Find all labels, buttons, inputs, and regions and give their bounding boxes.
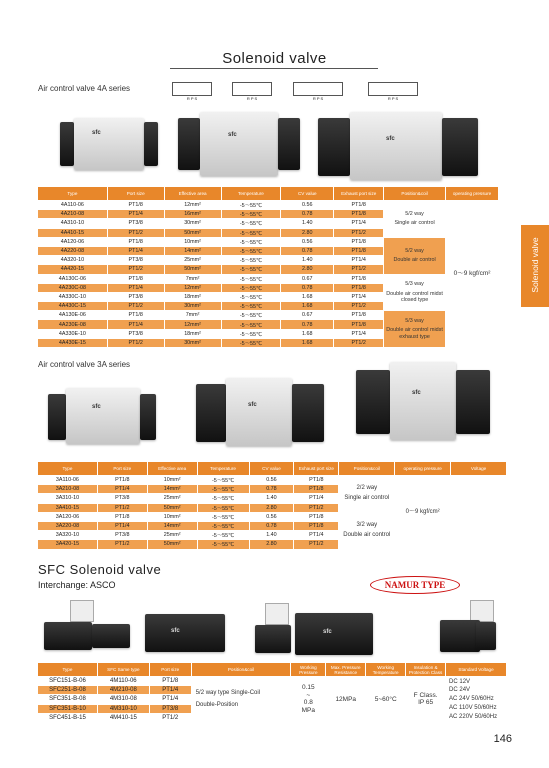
table-cell: PT1/2 bbox=[334, 302, 384, 311]
table-cell: 4A130C-06 bbox=[38, 274, 108, 283]
table-cell: 3A220-08 bbox=[38, 521, 98, 530]
table-cell: -5～55℃ bbox=[197, 521, 249, 530]
position-way: 5/2 way bbox=[405, 247, 424, 254]
table-cell bbox=[384, 237, 446, 274]
table-cell: 2.80 bbox=[249, 503, 294, 512]
table-cell: Exhaust port size bbox=[334, 187, 384, 201]
table-cell: -5～55℃ bbox=[197, 503, 249, 512]
table-cell: PT1/8 bbox=[294, 521, 339, 530]
table-cell: 1.40 bbox=[281, 256, 334, 265]
table-cell: 4A130E-06 bbox=[38, 311, 108, 320]
table-cell: Temperature bbox=[197, 462, 249, 476]
table-cell: 12mm² bbox=[164, 320, 221, 329]
table-cell: -5～55℃ bbox=[221, 292, 281, 301]
table-cell: PT1/8 bbox=[107, 311, 164, 320]
table-cell: PT1/8 bbox=[97, 512, 147, 521]
table-cell: Port size bbox=[107, 187, 164, 201]
table-cell: -5～55℃ bbox=[197, 540, 249, 549]
table-cell: 10mm² bbox=[164, 237, 221, 246]
table-cell: Position&coil bbox=[191, 663, 291, 677]
table-cell: -5～55℃ bbox=[221, 329, 281, 338]
table-cell: 4A330E-10 bbox=[38, 329, 108, 338]
table-cell: 14mm² bbox=[164, 246, 221, 255]
namur-badge: NAMUR TYPE bbox=[370, 576, 460, 594]
table-cell: PT1/8 bbox=[149, 677, 191, 686]
table-cell: -5～55℃ bbox=[221, 256, 281, 265]
table-cell: -5～55℃ bbox=[197, 494, 249, 503]
table-cell: 4A420-15 bbox=[38, 265, 108, 274]
table-cell: PT1/8 bbox=[334, 237, 384, 246]
table-cell: Temperature bbox=[221, 187, 281, 201]
valve-symbol bbox=[232, 82, 272, 101]
table-cell: 18mm² bbox=[164, 292, 221, 301]
table-cell: PT3/8 bbox=[97, 494, 147, 503]
table-cell: Type bbox=[38, 462, 98, 476]
table-cell bbox=[384, 201, 446, 238]
position-coil: Double air control bbox=[393, 257, 436, 264]
table-cell: -5～55℃ bbox=[221, 311, 281, 320]
table-3a bbox=[37, 461, 507, 550]
table-row bbox=[38, 201, 499, 210]
table-cell: PT1/8 bbox=[334, 283, 384, 292]
table-cell: -5～55℃ bbox=[221, 228, 281, 237]
table-cell: 1.68 bbox=[281, 292, 334, 301]
side-tab-label: Solenoid valve bbox=[530, 237, 540, 293]
table-cell: 4A110-06 bbox=[38, 201, 108, 210]
working-temperature: 5~60°C bbox=[366, 677, 406, 723]
table-cell: Port size bbox=[97, 462, 147, 476]
table-cell: 0.78 bbox=[281, 320, 334, 329]
table-cell: 25mm² bbox=[147, 531, 197, 540]
table-cell: PT1/2 bbox=[107, 265, 164, 274]
table-cell: -5～55℃ bbox=[197, 485, 249, 494]
table-row bbox=[38, 677, 507, 686]
table-cell bbox=[384, 311, 446, 348]
table-cell: 4M310-10 bbox=[97, 704, 149, 713]
table-cell: -5～55℃ bbox=[221, 265, 281, 274]
table-cell: -5～55℃ bbox=[221, 219, 281, 228]
table-cell: 3A420-15 bbox=[38, 540, 98, 549]
table-cell: -5～55℃ bbox=[221, 302, 281, 311]
table-cell: -5～55℃ bbox=[221, 283, 281, 292]
table-cell: 0.15 ~ 0.8 MPa bbox=[291, 677, 326, 723]
table-cell: -5～55℃ bbox=[221, 320, 281, 329]
table-cell: 4A330C-10 bbox=[38, 292, 108, 301]
voltage-cell bbox=[451, 476, 507, 550]
table-cell: PT1/2 bbox=[294, 503, 339, 512]
table-cell: PT3/8 bbox=[107, 292, 164, 301]
table-cell: 3A110-06 bbox=[38, 476, 98, 485]
table-cell: 4A120-06 bbox=[38, 237, 108, 246]
section-4a-heading: Air control valve 4A series bbox=[38, 84, 131, 93]
symbol-label: R P S bbox=[312, 96, 324, 101]
table-cell: DC 12V DC 24V AC 24V 50/60Hz AC 110V 50/60Hz AC 220V 50/60Hz bbox=[446, 677, 507, 723]
position-way: 3/2 way bbox=[356, 521, 378, 528]
table-cell: 7mm² bbox=[164, 311, 221, 320]
table-cell: 0.56 bbox=[249, 512, 294, 521]
table-cell: PT1/2 bbox=[334, 228, 384, 237]
table-cell: -5～55℃ bbox=[197, 531, 249, 540]
section-sfc-heading: SFC Solenoid valve bbox=[38, 562, 162, 577]
table-cell: SFC351-B-08 bbox=[38, 695, 98, 704]
position-way: 2/2 way bbox=[356, 485, 378, 492]
table-cell: 12mm² bbox=[164, 283, 221, 292]
position-way: 5/2 way bbox=[405, 210, 424, 217]
position-coil: Single air control bbox=[344, 495, 390, 502]
table-cell: 0.78 bbox=[249, 485, 294, 494]
table-cell: 4A430E-15 bbox=[38, 338, 108, 347]
table-cell: PT3/8 bbox=[149, 704, 191, 713]
table-cell: 0.67 bbox=[281, 274, 334, 283]
valve-image-3a-3: sfc bbox=[356, 362, 492, 442]
table-cell: PT1/8 bbox=[107, 237, 164, 246]
table-cell: 14mm² bbox=[147, 485, 197, 494]
table-cell: Port size bbox=[149, 663, 191, 677]
table-cell bbox=[339, 512, 395, 549]
table-cell: 0.78 bbox=[281, 283, 334, 292]
position-coil: Double-Position bbox=[195, 701, 239, 708]
table-cell: PT1/4 bbox=[107, 210, 164, 219]
valve-image-3a-1: sfc bbox=[48, 388, 158, 448]
table-cell: Standard Voltage bbox=[446, 663, 507, 677]
table-cell: 4A220-08 bbox=[38, 246, 108, 255]
table-cell: SFC Same type bbox=[97, 663, 149, 677]
table-cell: Type bbox=[38, 187, 108, 201]
table-cell: PT1/8 bbox=[334, 201, 384, 210]
table-cell: PT1/4 bbox=[107, 246, 164, 255]
table-cell: 0.67 bbox=[281, 311, 334, 320]
table-cell: PT1/4 bbox=[107, 320, 164, 329]
table-cell: PT1/8 bbox=[107, 201, 164, 210]
table-header bbox=[38, 187, 499, 201]
table-cell: PT1/4 bbox=[97, 521, 147, 530]
operating-pressure: 0～9 kgf/cm² bbox=[453, 270, 491, 278]
table-cell: PT1/8 bbox=[334, 320, 384, 329]
table-4a bbox=[37, 186, 499, 348]
page-title: Solenoid valve bbox=[222, 50, 327, 67]
table-cell: operating pressure bbox=[395, 462, 451, 476]
table-cell: PT3/8 bbox=[97, 531, 147, 540]
side-tab bbox=[521, 225, 549, 307]
table-cell: Voltage bbox=[451, 462, 507, 476]
table-cell: PT3/8 bbox=[107, 329, 164, 338]
table-cell: SFC351-B-10 bbox=[38, 704, 98, 713]
table-cell: PT3/8 bbox=[107, 256, 164, 265]
table-cell: -5～55℃ bbox=[197, 476, 249, 485]
table-cell: PT1/8 bbox=[334, 246, 384, 255]
solenoid-image-4 bbox=[440, 600, 500, 658]
table-cell: 10mm² bbox=[147, 512, 197, 521]
table-cell: 3A210-08 bbox=[38, 485, 98, 494]
table-cell: 50mm² bbox=[164, 265, 221, 274]
table-cell: 25mm² bbox=[147, 494, 197, 503]
table-cell: Effective area bbox=[147, 462, 197, 476]
table-cell: PT1/8 bbox=[334, 311, 384, 320]
table-cell: operating pressure bbox=[446, 187, 499, 201]
position-way: 5/3 way bbox=[405, 317, 424, 324]
symbol-label: R P S bbox=[186, 96, 198, 101]
table-cell: 4M410-15 bbox=[97, 713, 149, 722]
table-sfc bbox=[37, 662, 507, 723]
table-header bbox=[38, 663, 507, 677]
table-cell: 30mm² bbox=[164, 338, 221, 347]
table-cell: 4A310-10 bbox=[38, 219, 108, 228]
table-cell: PT1/8 bbox=[294, 476, 339, 485]
table-cell: 18mm² bbox=[164, 329, 221, 338]
table-cell: -5～55℃ bbox=[221, 210, 281, 219]
table-cell: 12mm² bbox=[164, 201, 221, 210]
table-cell: 0.56 bbox=[281, 237, 334, 246]
table-cell: PT1/8 bbox=[294, 485, 339, 494]
table-cell: 0.56 bbox=[281, 201, 334, 210]
table-cell: 25mm² bbox=[164, 256, 221, 265]
position-coil: Double air control midst exhaust type bbox=[386, 327, 443, 340]
table-cell: SFC451-B-15 bbox=[38, 713, 98, 722]
table-cell: 1.40 bbox=[249, 531, 294, 540]
table-cell: 4A430C-15 bbox=[38, 302, 108, 311]
table-cell: 4A230C-08 bbox=[38, 283, 108, 292]
table-cell: Exhaust port size bbox=[294, 462, 339, 476]
valve-image-4a-3: sfc bbox=[318, 112, 483, 182]
table-cell: 4A210-08 bbox=[38, 210, 108, 219]
max-pressure: 12MPa bbox=[326, 677, 366, 723]
table-cell: 10mm² bbox=[147, 476, 197, 485]
table-cell: CV value bbox=[249, 462, 294, 476]
table-cell: 1.68 bbox=[281, 302, 334, 311]
position-coil: Double air control midst closed type bbox=[386, 290, 443, 304]
table-cell: Type bbox=[38, 663, 98, 677]
table-cell: PT1/2 bbox=[334, 338, 384, 347]
table-row bbox=[38, 274, 499, 283]
valve-symbol bbox=[368, 82, 418, 101]
table-cell: 2.80 bbox=[281, 265, 334, 274]
position-coil: Double air control bbox=[343, 532, 391, 539]
valve-image-3a-2: sfc bbox=[196, 378, 326, 448]
table-header bbox=[38, 462, 507, 476]
title-underline bbox=[170, 68, 378, 69]
table-cell: PT1/2 bbox=[334, 265, 384, 274]
operating-pressure: 0～9 kgf/cm² bbox=[405, 508, 440, 515]
table-cell: -5～55℃ bbox=[221, 246, 281, 255]
table-cell: -5～55℃ bbox=[221, 237, 281, 246]
table-row bbox=[38, 311, 499, 320]
table-cell: 4A230E-08 bbox=[38, 320, 108, 329]
table-cell: 4M110-06 bbox=[97, 677, 149, 686]
table-cell: 3A310-10 bbox=[38, 494, 98, 503]
table-cell: 3A320-10 bbox=[38, 531, 98, 540]
table-cell: 0.78 bbox=[281, 246, 334, 255]
table-cell: PT1/8 bbox=[107, 274, 164, 283]
solenoid-image-2: sfc bbox=[145, 608, 235, 658]
table-cell: PT1/2 bbox=[97, 503, 147, 512]
table-cell: Working Pressure bbox=[291, 663, 326, 677]
table-cell: 4M310-08 bbox=[97, 695, 149, 704]
table-cell: -5～55℃ bbox=[221, 338, 281, 347]
page-number: 146 bbox=[493, 733, 512, 745]
table-cell: F Class. IP 65 bbox=[406, 677, 446, 723]
table-cell bbox=[191, 677, 291, 723]
table-cell bbox=[384, 274, 446, 311]
table-cell: PT1/8 bbox=[294, 512, 339, 521]
table-cell: 30mm² bbox=[164, 302, 221, 311]
table-cell: 2.80 bbox=[281, 228, 334, 237]
table-cell: PT1/2 bbox=[294, 540, 339, 549]
table-cell: PT1/8 bbox=[334, 210, 384, 219]
table-cell bbox=[339, 476, 395, 513]
section-3a-heading: Air control valve 3A series bbox=[38, 360, 131, 369]
table-cell: SFC151-B-06 bbox=[38, 677, 98, 686]
table-cell: PT1/8 bbox=[334, 274, 384, 283]
table-cell: Working Temperature bbox=[366, 663, 406, 677]
table-cell: PT1/4 bbox=[334, 329, 384, 338]
table-row bbox=[38, 237, 499, 246]
table-cell: PT1/8 bbox=[97, 476, 147, 485]
table-cell: 0.56 bbox=[249, 476, 294, 485]
table-cell: PT1/4 bbox=[334, 256, 384, 265]
position-coil: 5/2 way type Single-Coil bbox=[195, 689, 261, 696]
table-cell: PT1/4 bbox=[294, 494, 339, 503]
table-cell: Max. Pressure Resistance bbox=[326, 663, 366, 677]
table-cell: Position&coil bbox=[339, 462, 395, 476]
table-cell: PT1/4 bbox=[149, 686, 191, 695]
valve-symbol bbox=[293, 82, 343, 101]
valve-image-4a-2: sfc bbox=[178, 110, 303, 178]
symbol-label: R P S bbox=[387, 96, 399, 101]
table-cell: PT1/4 bbox=[294, 531, 339, 540]
table-cell: 4A410-15 bbox=[38, 228, 108, 237]
table-cell: PT1/2 bbox=[107, 302, 164, 311]
solenoid-image-3: sfc bbox=[255, 603, 380, 658]
table-cell: 3A120-06 bbox=[38, 512, 98, 521]
table-cell: PT1/4 bbox=[149, 695, 191, 704]
table-cell: 50mm² bbox=[147, 540, 197, 549]
table-cell: 4A320-10 bbox=[38, 256, 108, 265]
valve-image-4a-1: sfc bbox=[60, 118, 160, 173]
table-cell: PT3/8 bbox=[107, 219, 164, 228]
solenoid-image-1 bbox=[40, 600, 135, 655]
table-cell bbox=[395, 476, 451, 550]
table-cell: 16mm² bbox=[164, 210, 221, 219]
table-cell: 14mm² bbox=[147, 521, 197, 530]
table-cell: 4M210-08 bbox=[97, 686, 149, 695]
table-cell: 0.78 bbox=[249, 521, 294, 530]
table-cell: 1.68 bbox=[281, 338, 334, 347]
table-cell: -5～55℃ bbox=[221, 201, 281, 210]
table-cell: 1.68 bbox=[281, 329, 334, 338]
position-coil: Single air control bbox=[394, 220, 435, 227]
table-cell: 50mm² bbox=[164, 228, 221, 237]
table-cell: 50mm² bbox=[147, 503, 197, 512]
table-cell: PT1/2 bbox=[149, 713, 191, 722]
position-way: 5/3 way bbox=[405, 281, 424, 288]
table-cell: PT1/4 bbox=[107, 283, 164, 292]
table-cell: PT1/4 bbox=[334, 292, 384, 301]
table-cell: SFC251-B-08 bbox=[38, 686, 98, 695]
table-cell: Position&coil bbox=[384, 187, 446, 201]
table-row bbox=[38, 476, 507, 485]
table-cell: 1.40 bbox=[249, 494, 294, 503]
table-cell: PT1/4 bbox=[97, 485, 147, 494]
table-cell: PT1/2 bbox=[107, 338, 164, 347]
table-cell bbox=[446, 201, 499, 348]
table-cell: Insulation & Protection Class bbox=[406, 663, 446, 677]
table-cell: Effective area bbox=[164, 187, 221, 201]
valve-symbol bbox=[172, 82, 212, 101]
table-cell: PT1/4 bbox=[334, 219, 384, 228]
interchange-label: Interchange: ASCO bbox=[38, 580, 116, 590]
table-cell: CV value bbox=[281, 187, 334, 201]
table-cell: 0.78 bbox=[281, 210, 334, 219]
table-cell: PT1/2 bbox=[97, 540, 147, 549]
table-cell: 7mm² bbox=[164, 274, 221, 283]
table-cell: -5～55℃ bbox=[221, 274, 281, 283]
table-cell: 1.40 bbox=[281, 219, 334, 228]
table-cell: PT1/2 bbox=[107, 228, 164, 237]
table-cell: 3A410-15 bbox=[38, 503, 98, 512]
table-cell: 30mm² bbox=[164, 219, 221, 228]
table-cell: -5～55℃ bbox=[197, 512, 249, 521]
table-cell: 2.80 bbox=[249, 540, 294, 549]
symbol-label: R P S bbox=[246, 96, 258, 101]
